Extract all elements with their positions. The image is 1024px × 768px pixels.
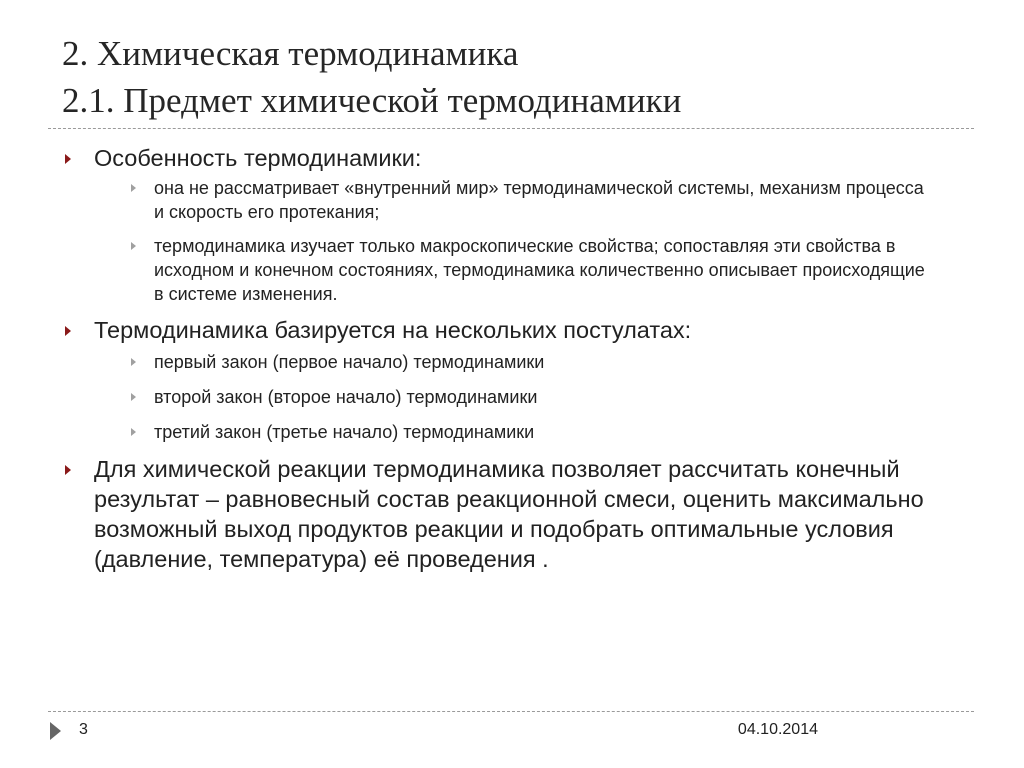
slide-date: 04.10.2014: [737, 721, 818, 738]
sub-bullet-text: третий закон (третье начало) термодинамики: [154, 422, 535, 442]
bullet-item: [62, 143, 972, 173]
slide-content: [62, 143, 972, 574]
sub-bullet-item: [154, 385, 972, 409]
sub-bullet-item: [154, 420, 972, 444]
bullet-item: [62, 315, 972, 345]
page-number: 3: [79, 721, 88, 738]
small-triangle-right-icon: [131, 242, 136, 250]
slide-title-line-2: 2.1. Предмет химической термодинамики: [62, 81, 682, 120]
small-triangle-right-icon: [131, 358, 136, 366]
bullet-text: Особенность термодинамики:: [94, 145, 422, 171]
footer-divider: [48, 711, 974, 712]
triangle-right-icon: [65, 465, 71, 475]
sub-bullet-item: [154, 234, 972, 306]
small-triangle-right-icon: [131, 428, 136, 436]
sub-bullet-text: она не рассматривает «внутренний мир» термодинамической системы, механизм процесса и скорость его протекания;: [154, 178, 924, 222]
sub-bullet-text: термодинамика изучает только макроскопические свойства; сопоставляя эти свойства в исходном и конечном состояниях, термодинамика количественно описывает происходящие в системе изменения.: [154, 236, 925, 304]
title-divider: [48, 128, 974, 129]
sub-bullet-item: [154, 176, 972, 224]
slide-title-line-1: 2. Химическая термодинамика: [62, 34, 519, 73]
bullet-text: Термодинамика базируется на нескольких постулатах:: [94, 317, 692, 343]
sub-bullet-item: [154, 350, 972, 374]
bullet-item: [62, 454, 972, 574]
slide-title: [62, 30, 982, 124]
sub-bullet-text: первый закон (первое начало) термодинамики: [154, 352, 545, 372]
triangle-right-icon: [65, 326, 71, 336]
triangle-right-icon: [65, 154, 71, 164]
small-triangle-right-icon: [131, 393, 136, 401]
bullet-text: Для химической реакции термодинамика позволяет рассчитать конечный результат – равновесный состав реакционной смеси, оценить максимально возможный выход продуктов реакции и подобрать оптимальные условия (давление, температура) её проведения .: [94, 456, 924, 572]
small-triangle-right-icon: [131, 184, 136, 192]
sub-bullet-text: второй закон (второе начало) термодинамики: [154, 387, 538, 407]
next-slide-arrow-icon[interactable]: [50, 722, 61, 740]
